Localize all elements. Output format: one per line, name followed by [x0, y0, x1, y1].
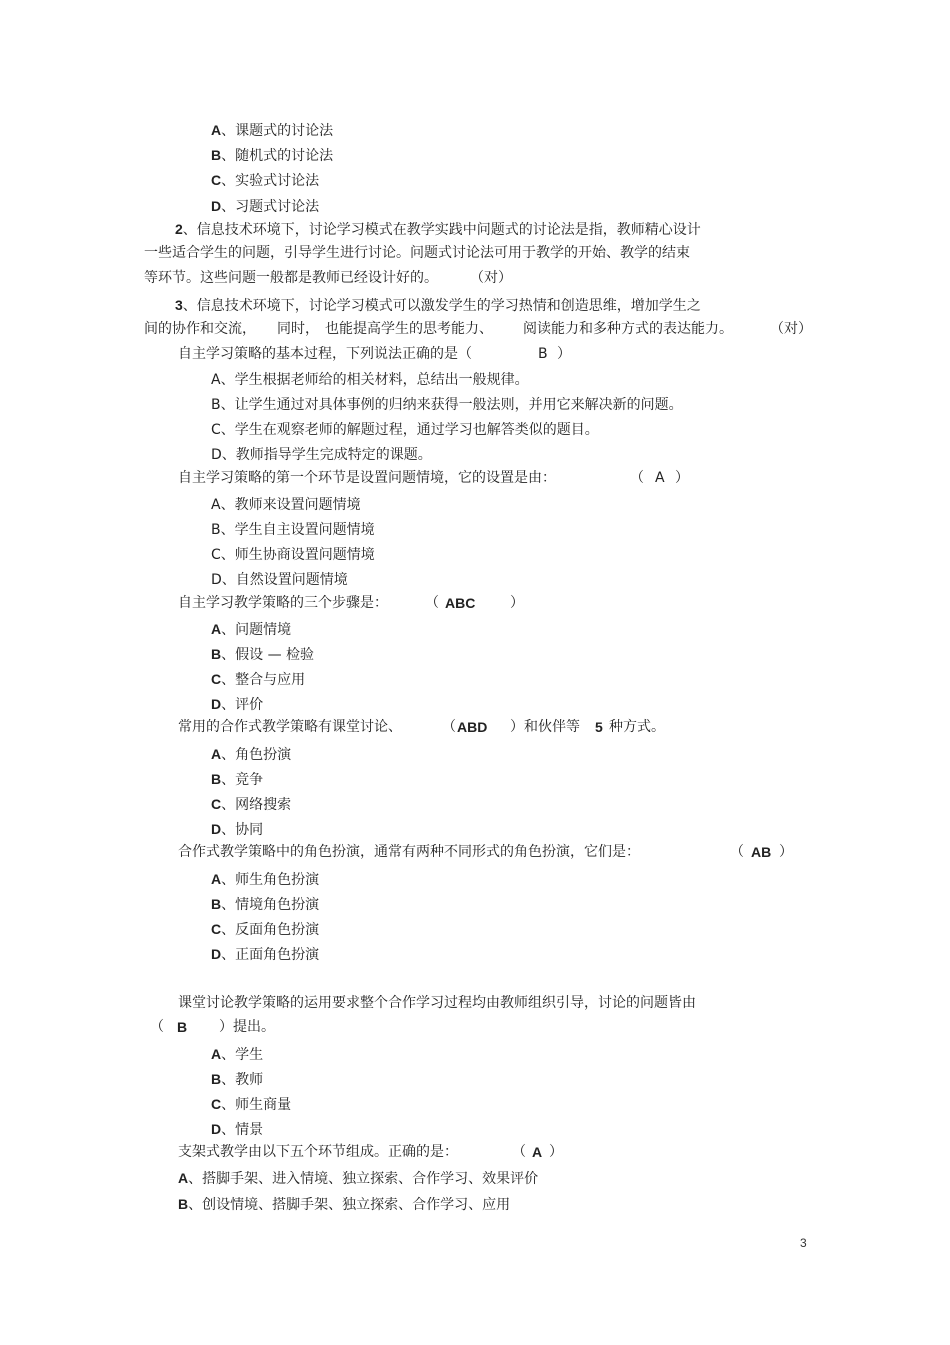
- question-coop-answer: ABD: [457, 719, 488, 735]
- option-item: A、师生角色扮演: [211, 871, 320, 888]
- option-item: B、教师: [211, 1071, 264, 1088]
- question-roleplay-answer: AB: [751, 844, 772, 860]
- option-item: B、假设 — 检验: [211, 646, 315, 663]
- question-coop-close: ）和伙伴等: [510, 719, 580, 735]
- option-item: C、师生协商设置问题情境: [211, 547, 375, 563]
- question-three-steps-open: （: [425, 595, 439, 611]
- option-item: A、角色扮演: [211, 746, 292, 763]
- option-item: B、情境角色扮演: [211, 896, 320, 913]
- question-discussion-close: ）提出。: [219, 1019, 275, 1035]
- option-item: D、正面角色扮演: [211, 946, 320, 963]
- option-item: C、整合与应用: [211, 671, 306, 688]
- question-discussion-open: （: [150, 1019, 164, 1035]
- question-three-steps-stem: 自主学习教学策略的三个步骤是：: [178, 595, 388, 611]
- question-3-line-1: 3、信息技术环境下，讨论学习模式可以激发学生的学习热情和创造思维，增加学生之: [175, 297, 701, 314]
- question-coop-tail: 种方式。: [609, 719, 665, 735]
- question-scaffold-open: （: [512, 1144, 526, 1160]
- question-2-line-3: 等环节。这些问题一般都是教师已经设计好的。: [144, 270, 438, 286]
- question-3-answer: （对）: [770, 321, 812, 337]
- option-item: A、课题式的讨论法: [211, 122, 334, 139]
- page-number: 3: [800, 1236, 807, 1250]
- option-item: B、学生自主设置问题情境: [211, 522, 375, 538]
- question-scaffold-stem: 支架式教学由以下五个环节组成。正确的是：: [178, 1144, 458, 1160]
- question-first-step-answer: A: [655, 470, 665, 486]
- question-coop-open: （: [442, 719, 456, 735]
- option-item: D、协同: [211, 821, 264, 838]
- question-3-line-2c: 也能提高学生的思考能力、: [325, 321, 493, 337]
- question-2-line-1: 2、信息技术环境下，讨论学习模式在教学实践中问题式的讨论法是指，教师精心设计: [175, 221, 701, 238]
- question-2-line-2: 一些适合学生的问题，引导学生进行讨论。问题式讨论法可用于教学的开始、教学的结束: [144, 245, 690, 261]
- question-3-line-2b: 同时，: [277, 321, 319, 337]
- option-item: A、学生: [211, 1046, 264, 1063]
- question-process-stem: 自主学习策略的基本过程，下列说法正确的是（: [178, 346, 472, 362]
- option-item: C、师生商量: [211, 1096, 292, 1113]
- option-item: A、教师来设置问题情境: [211, 497, 361, 513]
- question-roleplay-close: ）: [779, 844, 793, 860]
- option-item: C、网络搜索: [211, 796, 292, 813]
- option-item: C、反面角色扮演: [211, 921, 320, 938]
- question-scaffold-answer: A: [532, 1144, 543, 1160]
- question-first-step-stem: 自主学习策略的第一个环节是设置问题情境，它的设置是由：: [178, 470, 556, 486]
- question-discussion-stem: 课堂讨论教学策略的运用要求整个合作学习过程均由教师组织引导，讨论的问题皆由: [178, 995, 696, 1011]
- option-item: D、评价: [211, 696, 264, 713]
- option-item: B、竞争: [211, 771, 264, 788]
- option-item: D、习题式讨论法: [211, 198, 320, 215]
- option-item: B、随机式的讨论法: [211, 147, 334, 164]
- option-item: A、学生根据老师给的相关材料，总结出一般规律。: [211, 372, 529, 388]
- question-3-line-2d: 阅读能力和多种方式的表达能力。: [523, 321, 733, 337]
- option-item: C、实验式讨论法: [211, 172, 320, 189]
- question-coop-stem: 常用的合作式教学策略有课堂讨论、: [178, 719, 402, 735]
- question-3-line-2a: 间的协作和交流，: [144, 321, 256, 337]
- question-three-steps-answer: ABC: [445, 595, 476, 611]
- option-item: B、创设情境、搭脚手架、独立探索、合作学习、应用: [178, 1196, 511, 1213]
- option-item: B、让学生通过对具体事例的归纳来获得一般法则，并用它来解决新的问题。: [211, 397, 683, 413]
- question-first-step-close: ）: [675, 470, 689, 486]
- question-process-close: ）: [557, 346, 571, 362]
- option-item: D、情景: [211, 1121, 264, 1138]
- option-item: A、问题情境: [211, 621, 292, 638]
- question-2-answer: （对）: [470, 270, 512, 286]
- option-item: C、学生在观察老师的解题过程，通过学习也解答类似的题目。: [211, 422, 599, 438]
- question-first-step-open: （: [630, 470, 644, 486]
- question-three-steps-close: ）: [510, 595, 524, 611]
- question-scaffold-close: ）: [549, 1144, 563, 1160]
- question-process-answer: B: [538, 346, 548, 362]
- option-item: D、自然设置问题情境: [211, 572, 348, 588]
- question-roleplay-stem: 合作式教学策略中的角色扮演，通常有两种不同形式的角色扮演，它们是：: [178, 844, 640, 860]
- option-item: D、教师指导学生完成特定的课题。: [211, 447, 432, 463]
- question-roleplay-open: （: [730, 844, 744, 860]
- question-discussion-answer: B: [177, 1019, 188, 1035]
- option-item: A、搭脚手架、进入情境、独立探索、合作学习、效果评价: [178, 1170, 539, 1187]
- question-coop-count: 5: [595, 719, 603, 735]
